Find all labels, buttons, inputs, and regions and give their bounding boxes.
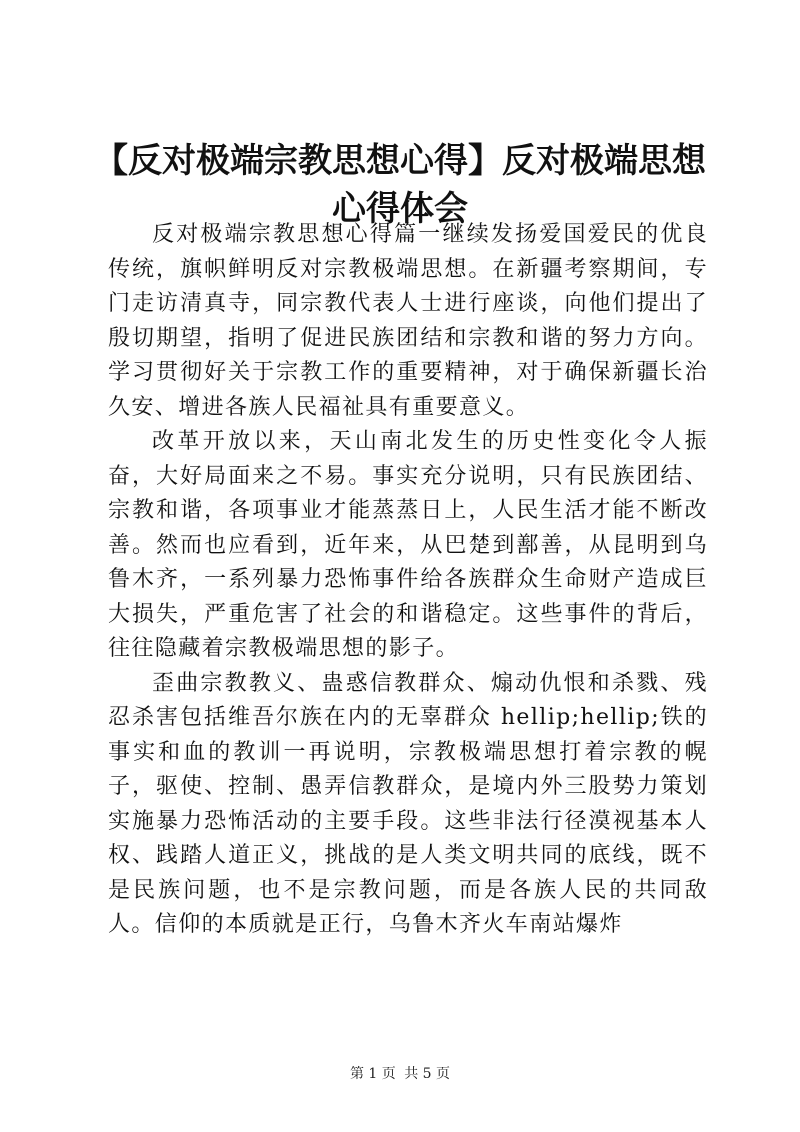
- paragraph: 改革开放以来，天山南北发生的历史性变化令人振奋，大好局面来之不易。事实充分说明，只有民族团结、宗教和谐，各项事业才能蒸蒸日上，人民生活才能不断改善。然而也应看到，近年来，从巴楚到鄯善，从昆明到乌鲁木齐，一系列暴力恐怖事件给各族群众生命财产造成巨大损失，严重危害了社会的和谐稳定。这些事件的背后，往往隐藏着宗教极端思想的影子。: [108, 429, 708, 661]
- page-footer: [0, 1064, 800, 1084]
- paragraph: 反对极端宗教思想心得篇一继续发扬爱国爱民的优良传统，旗帜鲜明反对宗教极端思想。在新疆考察期间，专门走访清真寺，同宗教代表人士进行座谈，向他们提出了殷切期望，指明了促进民族团结和宗教和谐的努力方向。学习贯彻好关于宗教工作的重要精神，对于确保新疆长治久安、增进各族人民福祉具有重要意义。: [108, 222, 708, 420]
- page-number: 第 1 页: [349, 1066, 396, 1082]
- paragraph: 歪曲宗教教义、蛊惑信教群众、煽动仇恨和杀戮、残忍杀害包括维吾尔族在内的无辜群众 hellip;hellip;铁的事实和血的教训一再说明，宗教极端思想打着宗教的幌子，驱使、控制、愚弄信教群众，是境内外三股势力策划实施暴力恐怖活动的主要手段。这些非法行径漠视基本人权、践踏人道正义，挑战的是人类文明共同的底线，既不是民族问题，也不是宗教问题，而是各族人民的共同敌人。信仰的本质就是正行，乌鲁木齐火车南站爆炸: [108, 670, 708, 937]
- document-title: 【反对极端宗教思想心得】反对极端思想心得体会: [94, 141, 706, 229]
- document-body: [108, 218, 708, 943]
- page-total: 共 5 页: [404, 1066, 451, 1082]
